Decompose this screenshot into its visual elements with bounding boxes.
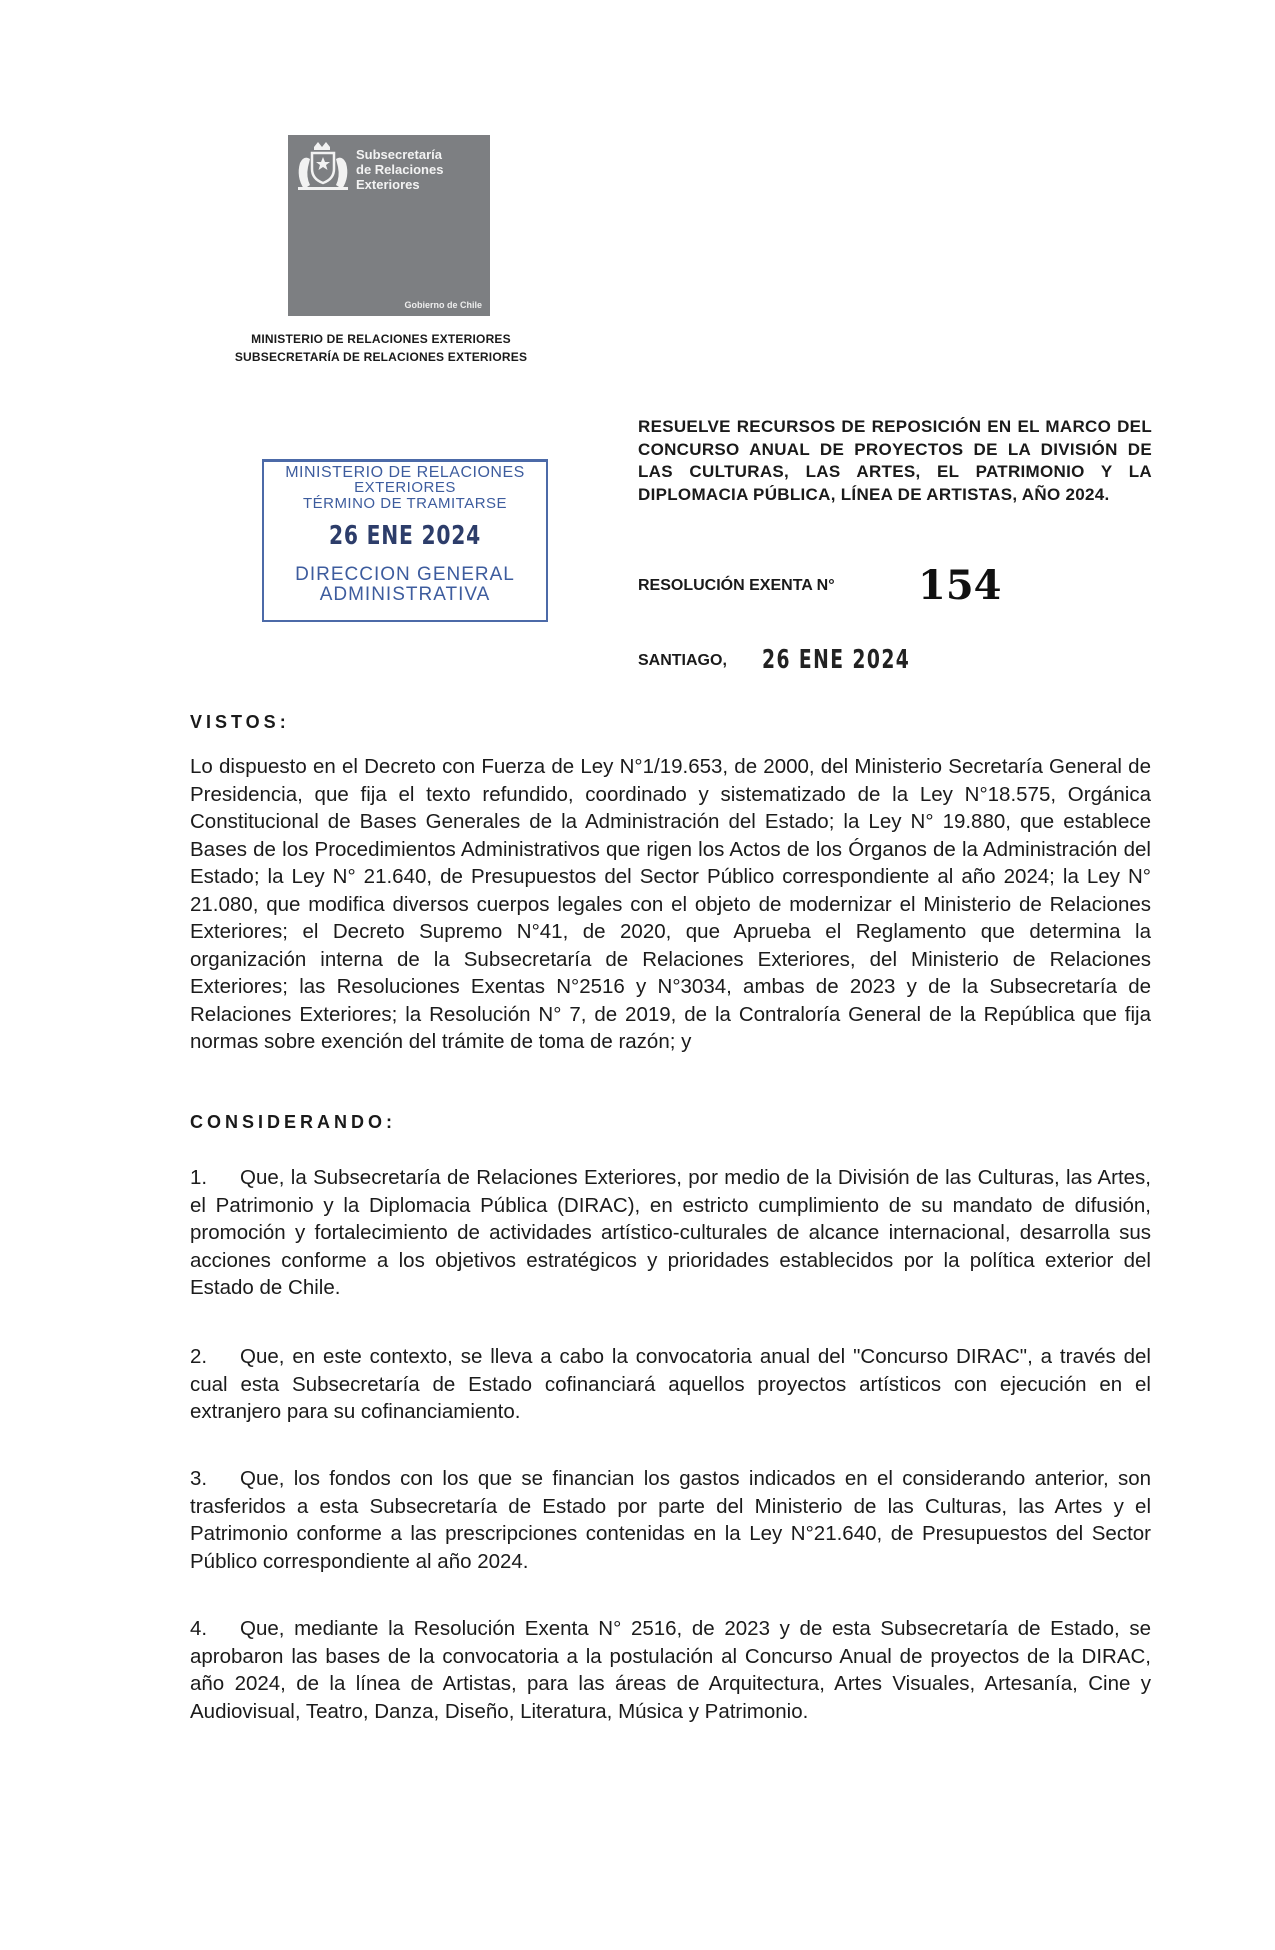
resolution-title: RESUELVE RECURSOS DE REPOSICIÓN EN EL MARCO DEL CONCURSO ANUAL DE PROYECTOS DE LA DIVISIÓN DE LAS CULTURAS, LAS ARTES, EL PATRIMONIO Y LA DIPLOMACIA PÚBLICA, LÍNEA DE ARTISTAS, AÑO 2024. (638, 417, 1152, 504)
item-number: 4. (190, 1617, 208, 1640)
logo-footer-text: Gobierno de Chile (404, 300, 482, 310)
considerando-item (190, 1465, 1151, 1575)
resolution-label: RESOLUCIÓN EXENTA N° (638, 577, 835, 594)
considerando-item (190, 1164, 1151, 1302)
considerando-item (190, 1615, 1151, 1725)
logo-institution-name: Subsecretaría de Relaciones Exteriores (356, 147, 444, 192)
item-number: 1. (190, 1166, 208, 1189)
item-text: Que, mediante la Resolución Exenta N° 2516, de 2023 y de esta Subsecretaría de Estado, se aprobaron las bases de la convocatoria a la postulación al Concurso Anual de proyectos de la DIRAC, año 2024, de la línea de Artistas, para las áreas de Arquitectura, Artes Visuales, Artesanía, Cine y Audiovisual, Teatro, Danza, Diseño, Literatura, Música y Patrimonio. (190, 1617, 1151, 1723)
resolution-number: 154 (918, 562, 1002, 609)
ministry-line: MINISTERIO DE RELACIONES EXTERIORES (251, 332, 511, 346)
received-stamp (262, 459, 548, 622)
stamp-line-1: MINISTERIO DE RELACIONES (285, 464, 525, 481)
place-label: SANTIAGO, (638, 652, 727, 669)
stamp-line-3: TÉRMINO DE TRAMITARSE (302, 495, 508, 512)
stamp-line-2: EXTERIORES (354, 479, 456, 496)
subsecretaria-line: SUBSECRETARÍA DE RELACIONES EXTERIORES (234, 350, 528, 364)
chile-coat-of-arms-icon (294, 141, 352, 197)
considerando-heading: CONSIDERANDO: (190, 1112, 397, 1132)
vistos-text: Lo dispuesto en el Decreto con Fuerza de Ley N°1/19.653, de 2000, del Ministerio Secretaría General de Presidencia, que fija el texto refundido, coordinado y sistematizado de la Ley N°18.575, Orgánica Constitucional de Bases Generales de la Administración del Estado; la Ley N° 19.880, que establece Bases de los Procedimientos Administrativos que rigen los Actos de los Órganos de la Administración del Estado; la Ley N° 21.640, de Presupuestos del Sector Público correspondiente al año 2024; la Ley N° 21.080, que modifica diversos cuerpos legales con el objeto de modernizar el Ministerio de Relaciones Exteriores; el Decreto Supremo N°41, de 2020, que Aprueba el Reglamento que determina la organización interna de la Subsecretaría de Relaciones Exteriores, del Ministerio de Relaciones Exteriores; las Resoluciones Exentas N°2516 y N°3034, ambas de 2023 y de la Subsecretaría de Relaciones Exteriores; la Resolución N° 7, de 2019, de la Contraloría General de la República que fija normas sobre exención del trámite de toma de razón; y (190, 755, 1151, 1053)
stamp-line-5: ADMINISTRATIVA (319, 584, 491, 605)
item-text: Que, en este contexto, se lleva a cabo la convocatoria anual del "Concurso DIRAC", a través del cual esta Subsecretaría de Estado cofinanciará aquellos proyectos artísticos con ejecución en el extranjero para su cofinanciamiento. (190, 1345, 1151, 1423)
item-number: 3. (190, 1467, 208, 1490)
stamp-line-4: DIRECCION GENERAL (295, 564, 515, 585)
item-text: Que, los fondos con los que se financian los gastos indicados en el considerando anterior, son trasferidos a esta Subsecretaría de Estado por parte del Ministerio de las Culturas, las Artes y el Patrimonio conforme a las prescripciones contenidas en la Ley N°21.640, de Presupuestos del Sector Público correspondiente al año 2024. (190, 1467, 1151, 1573)
item-text: Que, la Subsecretaría de Relaciones Exteriores, por medio de la División de las Culturas, las Artes, el Patrimonio y la Diplomacia Pública (DIRAC), en estricto cumplimiento de su mandato de difusión, promoción y fortalecimiento de actividades artístico-culturales de alcance internacional, desarrolla sus acciones conforme a los objetivos estratégicos y prioridades establecidos por la política exterior del Estado de Chile. (190, 1166, 1151, 1299)
item-number: 2. (190, 1345, 208, 1368)
subsecretaria-logo (288, 135, 490, 316)
place-date: 26 ENE 2024 (762, 645, 911, 675)
vistos-heading: VISTOS: (190, 712, 290, 732)
considerando-item (190, 1343, 1151, 1426)
ministry-header (160, 330, 602, 366)
stamp-date: 26 ENE 2024 (328, 521, 482, 551)
